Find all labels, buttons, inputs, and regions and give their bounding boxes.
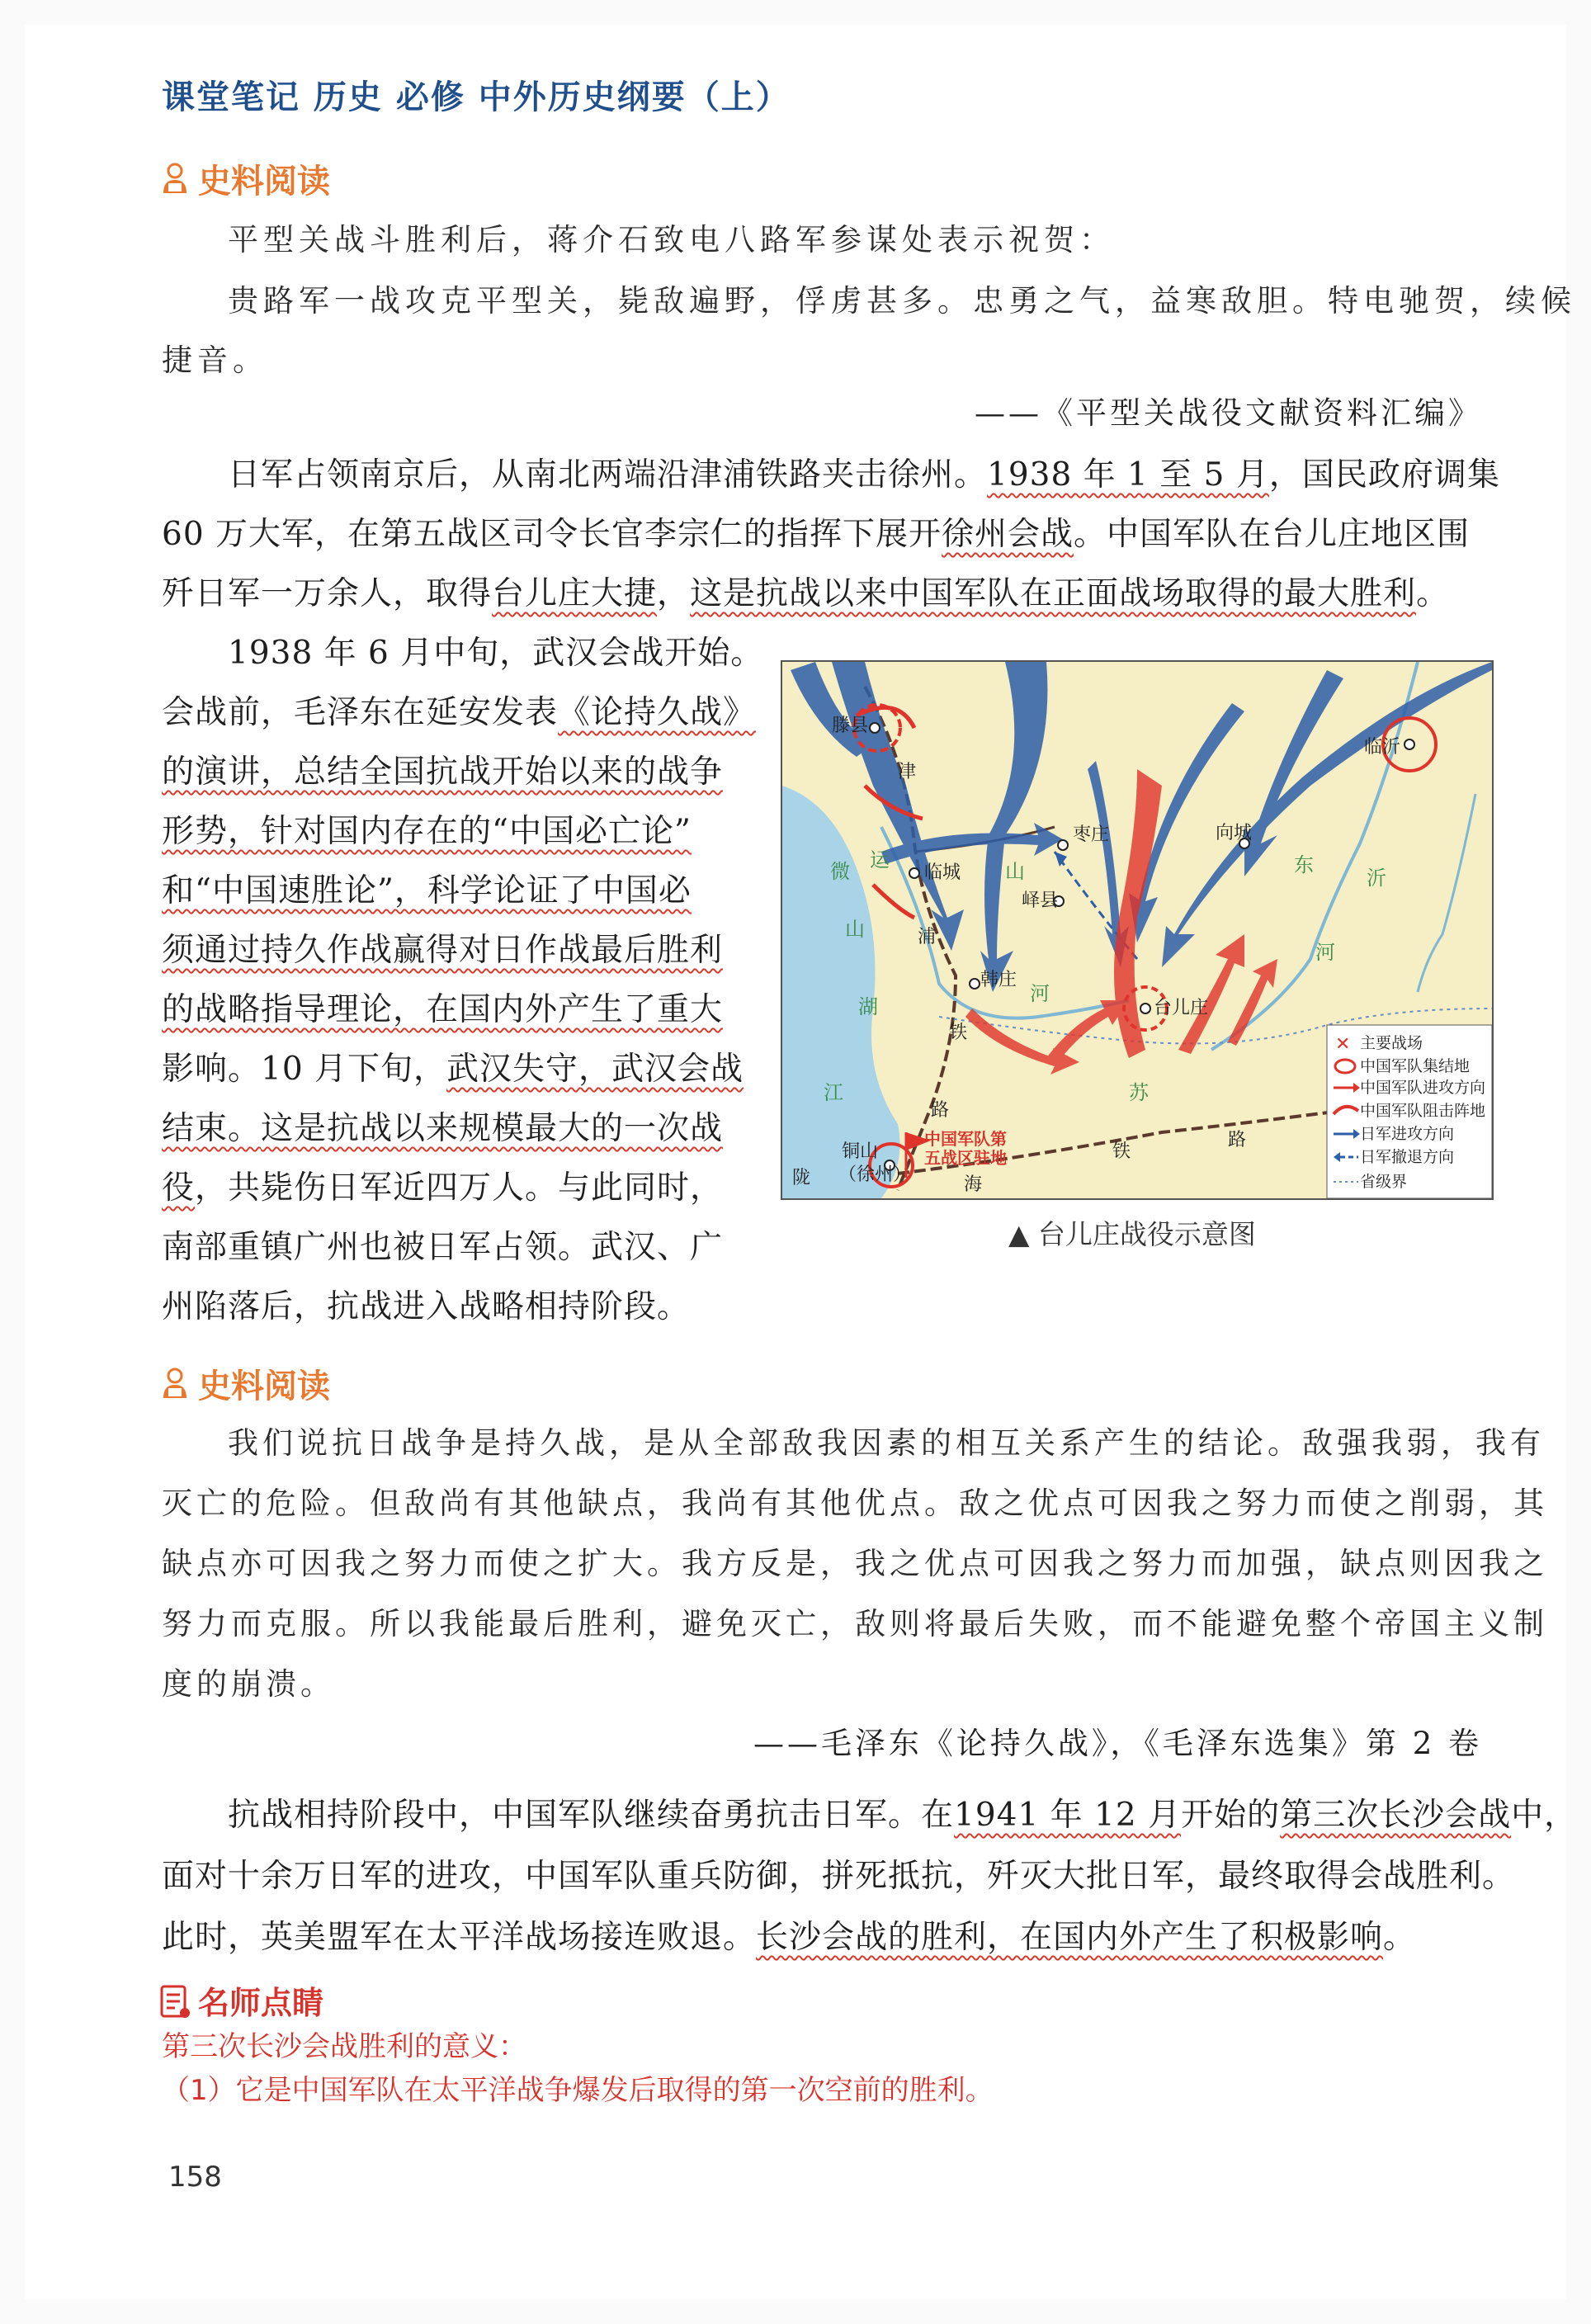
svg-text:主要战场: 主要战场 [1360, 1034, 1423, 1052]
page-number: 158 [168, 2161, 222, 2194]
source2-line-1: 我们说抗日战争是持久战，是从全部敌我因素的相互关系产生的结论。敌强我弱，我有 [228, 1425, 1545, 1461]
map-label-taierzhuang: 台儿庄 [1154, 998, 1209, 1018]
map-rail-hai: 海 [964, 1174, 983, 1195]
map-water-yi: 沂 [1367, 867, 1386, 890]
section-heading-source-reading-1 [158, 155, 330, 205]
map-water-hu: 湖 [858, 995, 878, 1018]
svg-text:中国军队阻击阵地: 中国军队阻击阵地 [1360, 1102, 1486, 1120]
paragraph-2-line-2: 会战前，毛泽东在延安发表《论持久战》 [162, 694, 757, 731]
map-rail-tie: 铁 [949, 1023, 968, 1043]
map-label-xuzhou: （徐州） [838, 1164, 912, 1185]
map-label-lincheng: 临城 [924, 862, 961, 883]
east-river [1418, 794, 1475, 992]
svg-text:中国军队集结地: 中国军队集结地 [1360, 1057, 1471, 1075]
paragraph-2-line-11: 南部重镇广州也被日军占领。武汉、广 [162, 1229, 724, 1266]
source2-line-5: 度的崩溃。 [162, 1666, 335, 1702]
map-label-tongshan: 铜山 [842, 1141, 879, 1162]
paragraph-3-line-2: 面对十余万日军的进攻，中国军队重兵防御，拼死抵抗，歼灭大批日军，最终取得会战胜利。 [162, 1858, 1516, 1895]
taierzhuang-battle-map [781, 660, 1494, 1200]
map-water-wei: 微 [830, 860, 850, 883]
map-label-hanzhuang: 韩庄 [980, 970, 1017, 990]
map-label-linyi: 临沂 [1364, 737, 1401, 758]
tip-line-1: 第三次长沙会战胜利的意义： [162, 2030, 526, 2063]
map-water-he: 河 [1030, 982, 1050, 1005]
map-caption: ▲ 台儿庄战役示意图 [1008, 1218, 1256, 1250]
paragraph-2-line-8: 影响。10 月下旬，武汉失守，武汉会战 [162, 1051, 744, 1088]
tip-title: 名师点睛 [198, 1985, 324, 2021]
map-rail-lu2: 路 [1228, 1130, 1247, 1150]
underlined-date: 1938 年 1 至 5 月 [987, 456, 1269, 494]
svg-text:中国军队进攻方向: 中国军队进攻方向 [1360, 1079, 1486, 1097]
paragraph-2-line-9: 结束。这是抗战以来规模最大的一次战 [162, 1110, 724, 1147]
map-water-shan: 山 [845, 918, 865, 941]
map-label-tengxian: 滕县 [832, 716, 869, 736]
paragraph-1-line-2: 60 万大军，在第五战区司令长官李宗仁的指挥下展开徐州会战。中国军队在台儿庄地区围 [162, 516, 1471, 553]
map-label-zaozhuang: 枣庄 [1073, 824, 1110, 845]
source-line-2: 贵路军一战攻克平型关，毙敌遍野，俘虏甚多。忠勇之气，益寒敌胆。特电驰贺，续候 [228, 283, 1576, 319]
map-water-dong: 东 [1294, 853, 1314, 876]
underlined-battle: 徐州会战 [942, 516, 1074, 553]
map-label-xiangcheng: 向城 [1216, 823, 1253, 843]
map-hq-label-2: 五战区驻地 [924, 1148, 1007, 1168]
map-label-yixian: 峄县 [1022, 890, 1059, 911]
map-hq-label-1: 中国军队第 [924, 1129, 1007, 1149]
paragraph-2-line-4: 形势，针对国内存在的“中国必亡论” [162, 813, 692, 850]
paragraph-1-line-3: 歼日军一万余人，取得台儿庄大捷，这是抗战以来中国军队在正面战场取得的最大胜利。 [162, 575, 1450, 612]
map-rail-lu: 路 [931, 1100, 950, 1121]
map-legend [1327, 1025, 1492, 1198]
paragraph-2-line-6: 须通过持久作战赢得对日作战最后胜利 [162, 932, 724, 969]
teacher-tip-heading [158, 1977, 323, 2027]
map-rail-jin: 津 [898, 762, 917, 782]
running-header: 课堂笔记 历史 必修 中外历史纲要（上） [162, 78, 791, 116]
paragraph-2-line-3: 的演讲，总结全国抗战开始以来的战争 [162, 753, 724, 791]
section-title: 史料阅读 [198, 163, 330, 201]
map-water-yun: 运 [870, 848, 890, 872]
reader-icon [158, 162, 191, 205]
section-title: 史料阅读 [198, 1367, 330, 1405]
map-water-he2: 河 [1315, 941, 1335, 964]
source-citation-2: ——毛泽东《论持久战》，《毛泽东选集》第 2 卷 [753, 1726, 1482, 1761]
paragraph-2-line-1: 1938 年 6 月中旬，武汉会战开始。 [228, 635, 764, 672]
tip-line-2: （1）它是中国军队在太平洋战争爆发后取得的第一次空前的胜利。 [162, 2074, 994, 2107]
map-region-jiang: 江 [824, 1081, 843, 1104]
paragraph-3-line-3: 此时，英美盟军在太平洋战场接连败退。长沙会战的胜利，在国内外产生了积极影响。 [162, 1919, 1417, 1956]
paragraph-2-line-7: 的战略指导理论，在国内外产生了重大 [162, 991, 724, 1028]
battle-x-icon: ✕ [1335, 1034, 1351, 1055]
map-region-su: 苏 [1129, 1081, 1149, 1104]
notebook-icon [158, 1983, 191, 2027]
source-citation-1: ——《平型关战役文献资料汇编》 [975, 395, 1482, 431]
svg-text:日军撤退方向: 日军撤退方向 [1360, 1148, 1455, 1166]
map-rail-tie2: 铁 [1112, 1141, 1131, 1162]
paragraph-1-line-1: 日军占领南京后，从南北两端沿津浦铁路夹击徐州。1938 年 1 至 5 月，国民政府调集 [228, 456, 1500, 494]
source-line-1: 平型关战斗胜利后，蒋介石致电八路军参谋处表示祝贺： [228, 222, 1115, 257]
weishan-lake [782, 786, 900, 1198]
source-line-3: 捷音。 [162, 342, 268, 378]
source2-line-2: 灭亡的危险。但敌尚有其他缺点，我尚有其他优点。敌之优点可因我之努力而使之削弱，其 [162, 1486, 1548, 1521]
paragraph-2-line-12: 州陷落后，抗战进入战略相持阶段。 [162, 1288, 691, 1325]
svg-text:省级界: 省级界 [1360, 1173, 1408, 1191]
map-rail-pu: 浦 [918, 927, 937, 947]
map-region-shan: 山 [1005, 860, 1025, 883]
paragraph-2-line-10: 役，共毙伤日军近四万人。与此同时， [162, 1169, 724, 1207]
reader-icon [158, 1367, 191, 1410]
section-heading-source-reading-2 [158, 1360, 330, 1410]
source2-line-3: 缺点亦可因我之努力而使之扩大。我方反是，我之优点可因我之努力而加强，缺点则因我之 [162, 1546, 1548, 1581]
map-label-long: 陇 [792, 1168, 811, 1188]
source2-line-4: 努力而克服。所以我能最后胜利，避免灭亡，敌则将最后失败，而不能避免整个帝国主义制 [162, 1606, 1548, 1641]
legend-item-main-battlefield [1335, 1034, 1423, 1055]
svg-text:日军进攻方向: 日军进攻方向 [1360, 1125, 1455, 1143]
paragraph-2-line-5: 和“中国速胜论”，科学论证了中国必 [162, 872, 692, 909]
paragraph-3-line-1: 抗战相持阶段中，中国军队继续奋勇抗击日军。在1941 年 12 月开始的第三次长沙会战中， [228, 1797, 1578, 1834]
